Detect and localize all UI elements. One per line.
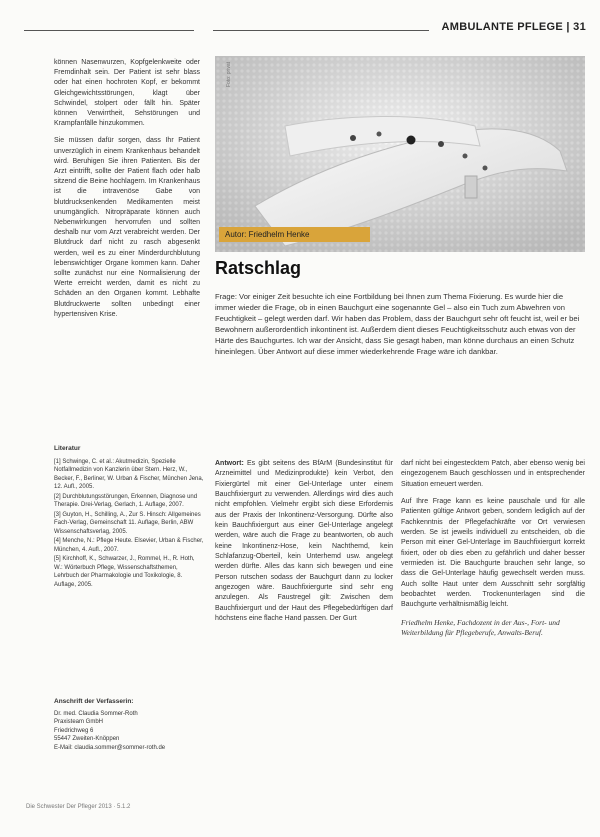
answer-column-2 (401, 459, 585, 639)
address-line: 55447 Zweiten-Knöppen (54, 736, 120, 742)
literature-item: [4] Menche, N.: Pflege Heute. Elsevier, Urban & Fischer, München, 4. Aufl., 2007. (54, 538, 204, 553)
author-signature: Friedhelm Henke, Fachdozent in der Aus-, Fort- und Weiterbildung für Pflegeberufe, Anwalts-Beruf. (401, 617, 560, 638)
address-line: Praxisteam GmbH (54, 719, 104, 725)
left-paragraph-1: können Nasenwurzen, Kopfgelenkweite oder Fremdinhalt sein. Der Patient ist sehr blass oder hat einen hochroten Kopf, er bekommt Gleichgewichtsstörungen, klagt über Schwindel, stolpert oder fällt hin. Später können Verwirrtheit, Sehstörungen und Krampfanfälle hinzukommen. (54, 59, 200, 128)
literature-item: [2] Durchblutungsstörungen, Erkennen, Diagnose und Therapie. Drei-Verlag, Gerlach, 1. Auflage, 2007. (54, 493, 198, 508)
belt-photo-image (215, 56, 585, 252)
answer-column-1 (215, 459, 393, 632)
literature-item: [1] Schwinge, C. et al.: Akutmedizin, Spezielle Notfallmedizin von Kanzlerin über Stern. Herz, W., Becker, F., Berliner, W. Urban & Fischer, München Jena, 12. Aufl., 2005. (54, 458, 204, 490)
literature-heading: Literatur (54, 445, 81, 452)
author-address (54, 698, 204, 752)
section-title: AMBULANTE PFLEGE (441, 21, 564, 33)
literature-box (54, 445, 204, 590)
answer-paragraph-3: Auf Ihre Frage kann es keine pauschale und für alle Patienten gültige Antwort geben, sondern lediglich auf der Fachkenntnis der Pflegefachkräfte vor Ort verwiesen werden. Se ist jeweils individuell zu entscheiden, ob die Person mit einer Gel-Unterlage im Bauchfixiergurt korrekt fixiert, oder ob dies eben zu gefährlich und daher besser vermieden ist. Die Bauchgurte brauchen sehr lange, so dass die Gel-Unterlage häufig gewechselt werden muss. Auch sollte Haut unter dem Ausschnitt sehr sorgfältig beobachtet werden. Trockenunterlagen sind die Bauchgurte verhältnismäßig leicht. (401, 498, 585, 609)
header-rule-right (213, 30, 429, 31)
answer-paragraph-1 (215, 459, 393, 625)
address-email: E-Mail: claudia.sommer@sommer-roth.de (54, 744, 166, 751)
author-caption: Autor: Friedhelm Henke (219, 227, 370, 242)
article-photo (215, 56, 585, 252)
address-line: Dr. med. Claudia Sommer-Roth (54, 710, 138, 717)
address-line: Friedrichweg 6 (54, 727, 94, 734)
photo-credit: Foto: privat (226, 62, 232, 88)
answer-text-1: Es gibt seitens des BfArM (Bundesinstitut für Arzneimittel und Medizinprodukte) kein Verbot, den Fixiergürtel mit einer Gel-Unterlage unter einem Bauchfixiergurt zu verwenden. Allerdings wird dies auch nicht empfohlen. Vielmehr ergibt sich diese Erfordernis aus der Praxis der Inkontinenz-Versorgung. Dürfte also kein Bauchfixiergurt aus einer Gel-Unterlage angelegt werden, wäre auch die Frage zu beantworten, ob auch keine Inkontinenz-Hose, kein Nachthemd, kein Schlafanzug-Oberteil, kein Unterhemd usw. angelegt werden dürfte. Alles das kann sich bewegen und eine Person rutschen sodass der Bauchgurt dann zu locker angezogen wäre. Bauchfixiergurte sind sehr eng anzulegen. Als Faustregel gilt: Zwischen dem Bauchfixiergurt und der Haut des Pflegebedürftigen darf höchstens eine flache Hand passen. Der Gurt (215, 460, 393, 623)
literature-item: [5] Kirchhoff, K., Schwarzer, J., Rommel, H., R. Hoth, W.: Wörterbuch Pflege, Wissenschaftsthemen, Lehrbuch der Pharmakologie und Toxikologie, 8. Auflage, 2005. (54, 556, 195, 588)
header-rule-left (24, 30, 194, 31)
running-header (442, 21, 586, 33)
page-footer: Die Schwester Der Pfleger 2013 · 5.1.2 (26, 804, 131, 810)
left-column (54, 58, 200, 327)
reader-question: Frage: Vor einiger Zeit besuchte ich eine Fortbildung bei Ihnen zum Thema Fixierung. Es wurde hier die immer wieder die Frage, ob in einen Bauchgurt eine sogenannte Gel – also ein Tuch zum Abwehren von Feuchtigkeit – gelegt werden darf. Wir haben das Problem, dass der Bauchgurt sehr oft feucht ist, weil er bei Bewohnern außerordentlich inkontinent ist. Außerdem dient dieses Feuchtigkeitsschutz auch etwas von der Härte des Bauchgurtes. Ich war der Ansicht, dass Sie gesagt haben, man könne durchaus an einen Schutz hineinlegen. Über Antwort auf diese immer wiederkehrende Frage wäre ich dankbar. (215, 292, 580, 357)
answer-paragraph-2: darf nicht bei eingestecktem Patch, aber ebenso wenig bei eingezogenem Bauch geschlossen und in entsprechender Situation erneuert werden. (401, 460, 585, 488)
address-heading: Anschrift der Verfasserin: (54, 698, 134, 705)
header-separator: | (566, 21, 570, 33)
literature-item: [3] Guyton, H., Schilling, A., Zur S. Hinsch: Allgemeines Fach-Verlag, Gemeinschaft 11. Auflage, Berlin, ABW Wissenschaftsverlag, 2005. (54, 511, 201, 535)
article-title: Ratschlag (215, 258, 302, 278)
left-paragraph-2: Sie müssen dafür sorgen, dass Ihr Patient unverzüglich in einem Krankenhaus behandelt wird. Beruhigen Sie ihren Patienten. Bis der Arzt eintrifft, sollte der Patient flach oder halb sitzend die Beine hochlagern. Im Krankenhaus ist die intravenöse Gabe von blutdrucksenkenden Medikamenten meist unumgänglich. Nitropräparate können auch Nebenwirkungen hervorrufen und sollten deshalb nur vom Arzt verabreicht werden. Der Blutdruck darf nicht zu rasch abgesenkt werden, weil es zu einer Minderdurchblutung lebenswichtiger Organe kommen kann. Daher sollte zunächst nur eine Normalisierung der Werte erreicht werden, damit es nicht zu Schäden an den Organen kommt. Lebhafte Blutdruckwerte sollten unbedingt einer hypertensiven Krise. (54, 137, 200, 318)
page-number: 31 (573, 21, 586, 33)
answer-label: Antwort: (215, 460, 244, 467)
